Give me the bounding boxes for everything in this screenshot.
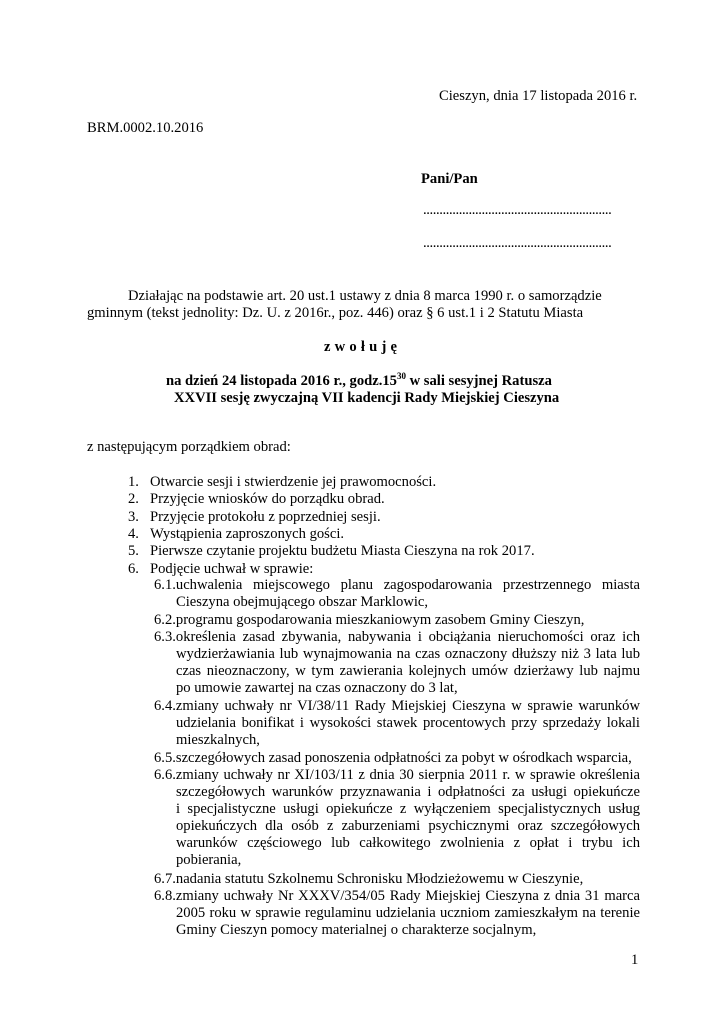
addressee-line-2: .......................................................... <box>423 235 612 251</box>
resolution-item-line: po umowie zawartej na czas oznaczony do 3 lat, <box>176 679 458 696</box>
convene-word: zwołuję <box>324 339 402 355</box>
agenda-intro: z następującym porządkiem obrad: <box>87 439 291 455</box>
agenda-item-text: Otwarcie sesji i stwierdzenie jej prawomocności. <box>150 474 437 490</box>
resolution-item-text: określenia zasad zbywania, nabywania i obciążania nieruchomości oraz ich <box>175 628 640 645</box>
resolution-item-line: czas nieoznaczony, w tym zawierania kolejnych umów dzierżawy lub najmu <box>176 662 640 679</box>
resolution-item <box>154 629 640 697</box>
resolution-item-text: nadania statutu Szkolnemu Schronisku Młodzieżowemu w Cieszynie, <box>175 871 584 888</box>
agenda-item-text: Przyjęcie protokołu z poprzedniej sesji. <box>150 508 381 525</box>
resolution-item-line: opiekuńczych dla osób z zaburzeniami psychicznymi oraz szczegółowych <box>176 818 640 835</box>
resolution-item <box>154 888 640 939</box>
resolution-item-text: zmiany uchwały Nr XXXV/354/05 Rady Miejskiej Cieszyna z dnia 31 marca <box>175 888 640 905</box>
convene-time-minutes: 30 <box>396 371 406 381</box>
resolution-item-line: 2005 roku w sprawie regulaminu udzielania uczniom zamieszkałym na terenie <box>176 905 640 922</box>
resolution-item-line: udzielania bonifikat i wysokości stawek procentowych przy sprzedaży lokali <box>176 715 640 732</box>
resolution-item-line: i specjalistyczne usługi opiekuńcze z wyłączeniem specjalistycznych usług <box>176 801 640 818</box>
resolution-item-text: programu gospodarowania mieszkaniowym zasobem Gminy Cieszyn, <box>175 611 585 628</box>
resolution-item <box>154 750 640 767</box>
resolution-item <box>154 871 640 888</box>
agenda-item-text: Pierwsze czytanie projektu budżetu Miasta Cieszyna na rok 2017. <box>150 543 535 560</box>
convene-place-text: w sali sesyjnej Ratusza <box>405 373 552 389</box>
resolution-item-number: 6.8. <box>154 888 176 905</box>
resolution-item-text: uchwalenia miejscowego planu zagospodarowania przestrzennego miasta <box>175 577 640 593</box>
agenda-item-number: 3. <box>128 508 139 525</box>
resolution-item-first-line <box>154 698 640 715</box>
resolution-item-text: szczegółowych zasad ponoszenia odpłatności za pobyt w ośrodkach wsparcia, <box>175 750 632 766</box>
resolution-item-text: zmiany uchwały nr VI/38/11 Rady Miejskiej Cieszyna w sprawie warunków <box>175 698 640 715</box>
resolution-item-number: 6.3. <box>154 628 176 645</box>
agenda-item <box>128 474 640 491</box>
resolution-item <box>154 577 640 611</box>
agenda-item-number: 5. <box>128 543 139 560</box>
resolution-item <box>154 767 640 869</box>
resolution-item-line: Gminy Cieszyn pomocy materialnej o charakterze socjalnym, <box>176 922 537 939</box>
resolution-item-first-line <box>154 629 640 646</box>
resolution-item-first-line <box>154 750 640 767</box>
resolution-item-first-line <box>154 888 640 905</box>
resolution-item-line: wydzierżawiania lub wynajmowania na czas oznaczony dłuższy niż 3 lata lub <box>176 645 640 662</box>
convene-session-line: XXVII sesję zwyczajną VII kadencji Rady Miejskiej Cieszyna <box>174 390 560 406</box>
resolution-item-line: szczegółowych warunków przyznawania i odpłatności za usługi opiekuńcze <box>176 784 640 801</box>
resolution-item-number: 6.5. <box>154 750 176 766</box>
reference-number: BRM.0002.10.2016 <box>87 120 204 136</box>
intro-line-1: Działając na podstawie art. 20 ust.1 ustawy z dnia 8 marca 1990 r. o samorządzie <box>128 288 602 304</box>
resolution-item <box>154 698 640 749</box>
convene-date-line <box>166 371 552 389</box>
resolution-item-line: Cieszyna obejmującego obszar Marklowic, <box>176 594 429 610</box>
agenda-item <box>128 526 640 543</box>
resolution-item-first-line <box>154 871 640 888</box>
resolution-item-line: mieszkalnych, <box>176 732 260 749</box>
agenda-item <box>128 561 640 578</box>
agenda-item-number: 4. <box>128 525 139 542</box>
resolution-item-text: zmiany uchwały nr XI/103/11 z dnia 30 sierpnia 2011 r. w sprawie określenia <box>175 767 640 784</box>
agenda-item-number: 2. <box>128 491 139 508</box>
resolution-item-first-line <box>154 577 640 594</box>
convene-date-text: na dzień 24 listopada 2016 r., godz.15 <box>166 373 397 389</box>
page-number: 1 <box>631 952 639 968</box>
agenda-item-text: Wystąpienia zaproszonych gości. <box>150 525 345 542</box>
agenda-item <box>128 491 640 508</box>
resolution-item <box>154 612 640 629</box>
salutation: Pani/Pan <box>421 171 478 187</box>
agenda-item <box>128 543 640 560</box>
resolution-item-number: 6.7. <box>154 871 176 888</box>
resolution-item-number: 6.4. <box>154 698 176 715</box>
resolution-item-number: 6.2. <box>154 611 176 628</box>
resolution-item-number: 6.6. <box>154 767 176 784</box>
resolution-item-first-line <box>154 767 640 784</box>
agenda-item-text: Przyjęcie wniosków do porządku obrad. <box>150 491 385 508</box>
agenda-item-number: 6. <box>128 560 139 577</box>
agenda-item <box>128 509 640 526</box>
addressee-line-1: .......................................................... <box>423 202 612 218</box>
resolution-item-line: pobierania, <box>176 852 242 869</box>
intro-line-2: gminnym (tekst jednolity: Dz. U. z 2016r., poz. 446) oraz § 6 ust.1 i 2 Statutu Miasta <box>87 305 584 321</box>
resolution-item-first-line <box>154 612 640 629</box>
agenda-item-number: 1. <box>128 474 139 490</box>
resolution-item-number: 6.1. <box>154 577 176 593</box>
place-date: Cieszyn, dnia 17 listopada 2016 r. <box>439 88 638 104</box>
agenda-item-text: Podjęcie uchwał w sprawie: <box>150 560 314 577</box>
resolution-item-line: warunków częściowego lub całkowitego zwolnienia z opłat i trybu ich <box>176 835 640 852</box>
